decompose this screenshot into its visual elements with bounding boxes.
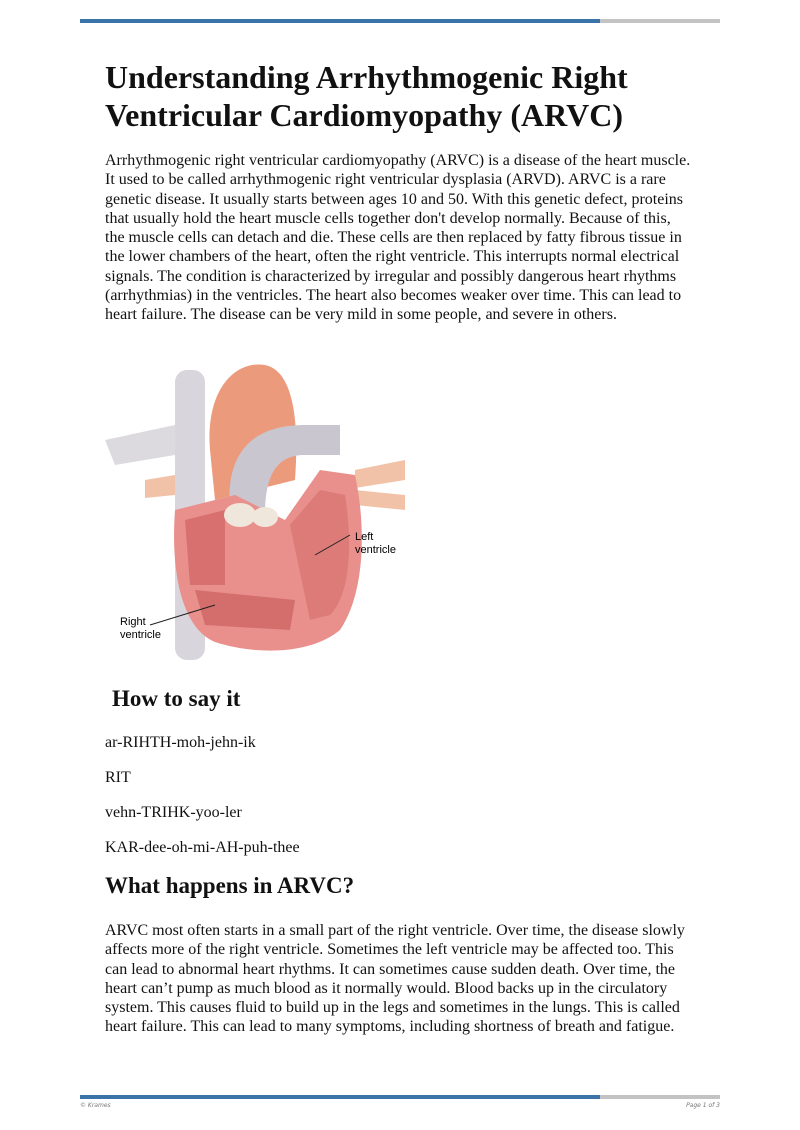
- pronunciation: RIT: [105, 769, 131, 786]
- pronunciation: vehn-TRIHK-yoo-ler: [105, 804, 242, 821]
- copyright: © Krames: [80, 1102, 111, 1109]
- line: heart failure. This can lead to many symptoms, including shortness of breath and fatigue.: [105, 1018, 675, 1036]
- pronunciation: KAR-dee-oh-mi-AH-puh-thee: [105, 839, 300, 856]
- line: genetic disease. It usually starts between ages 10 and 50. With this genetic defect, proteins: [105, 190, 683, 208]
- line: the lower chambers of the heart, often the right ventricle. This interrupts normal electrical: [105, 248, 680, 266]
- line: affects more of the right ventricle. Sometimes the left ventricle may be affected too. This: [105, 941, 674, 959]
- heart-illustration: [105, 330, 425, 670]
- line: signals. The condition is characterized by irregular and possibly dangerous heart rhythms: [105, 267, 677, 285]
- page-title: Understanding Arrhythmogenic Right Ventricular Cardiomyopathy (ARVC): [105, 59, 628, 133]
- label-left-ventricle: Left: [355, 531, 374, 543]
- footer-bar-progress: [80, 1095, 600, 1099]
- line: It used to be called arrhythmogenic right ventricular dysplasia (ARVD). ARVC is a rare: [105, 171, 666, 189]
- intro-paragraph: [105, 151, 690, 325]
- footer-bar-rest: [600, 1095, 720, 1099]
- page-number: Page 1 of 3: [686, 1102, 720, 1109]
- line: heart failure. The disease can be very mild in some people, and severe in others.: [105, 306, 617, 324]
- what-happens-paragraph: [105, 921, 685, 1037]
- label-right-ventricle: Right: [120, 616, 146, 628]
- pronunciation: ar-RIHTH-moh-jehn-ik: [105, 734, 256, 751]
- line: ARVC most often starts in a small part of the right ventricle. Over time, the disease slowly: [105, 922, 685, 939]
- header-bar-rest: [600, 19, 720, 23]
- line: (arrhythmias) in the ventricles. The heart also becomes weaker over time. This can lead to: [105, 287, 682, 305]
- line: Arrhythmogenic right ventricular cardiomyopathy (ARVC) is a disease of the heart muscle.: [105, 152, 691, 169]
- label-left-ventricle-2: ventricle: [355, 544, 396, 556]
- label-right-ventricle-2: ventricle: [120, 629, 161, 641]
- how-to-say-heading: How to say it: [112, 686, 241, 711]
- line: system. This causes fluid to build up in the legs and sometimes in the lungs. This is called: [105, 999, 680, 1017]
- line: that usually hold the heart muscle cells together don't develop normally. Because of this,: [105, 209, 671, 227]
- line: heart can’t pump as much blood as it normally would. Blood backs up in the circulatory: [105, 979, 668, 997]
- line: can lead to abnormal heart rhythms. It can sometimes cause sudden death. Over time, the: [105, 960, 676, 978]
- header-bar-progress: [80, 19, 600, 23]
- line: the muscle cells can detach and die. These cells are then replaced by fatty fibrous tissue in: [105, 229, 682, 247]
- what-happens-heading: What happens in ARVC?: [105, 873, 355, 898]
